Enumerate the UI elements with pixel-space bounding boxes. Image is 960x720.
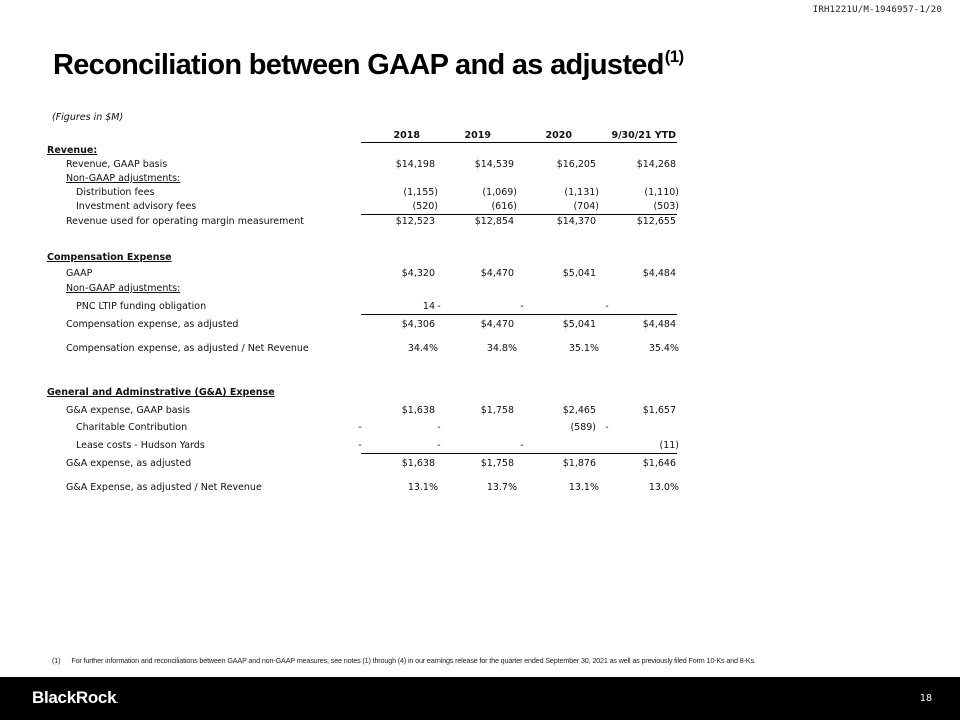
table-row-ratio (47, 342, 687, 356)
logo-text: BlackRock (32, 688, 117, 707)
table-row-subtotal (47, 215, 687, 229)
cell-value: 34.8% (486, 343, 517, 354)
row-label: Distribution fees (76, 187, 155, 198)
row-label: PNC LTIP funding obligation (76, 301, 207, 312)
column-header: 2020 (545, 130, 572, 141)
cell-value: $4,484 (642, 268, 676, 279)
row-label: Compensation expense, as adjusted (66, 319, 239, 330)
cell-value: (704) (573, 201, 599, 212)
cell-value: (589) (570, 422, 596, 433)
cell-value: - (520, 301, 524, 312)
row-label: Charitable Contribution (76, 422, 188, 433)
cell-value: $4,306 (401, 319, 435, 330)
cell-value: $12,655 (636, 216, 676, 227)
document-id: IRH1221U/M-1946957-1/20 (812, 5, 942, 15)
cell-value: $4,470 (480, 268, 514, 279)
cell-value: $2,465 (562, 405, 596, 416)
cell-value: $4,470 (480, 319, 514, 330)
cell-value: $4,320 (401, 268, 435, 279)
figures-unit-note: (Figures in $M) (52, 112, 124, 123)
table-row (47, 267, 687, 281)
subtotal-divider (361, 453, 677, 454)
subsection-header (47, 172, 687, 186)
cell-value: 34.4% (407, 343, 438, 354)
section-title: General and Adminstrative (G&A) Expense (47, 387, 275, 398)
table-row (47, 200, 687, 214)
cell-value: - (437, 301, 441, 312)
cell-value: $16,205 (556, 159, 596, 170)
table-row-subtotal (47, 457, 687, 471)
row-label: GAAP (66, 268, 93, 279)
cell-value: $4,484 (642, 319, 676, 330)
page-number: 18 (919, 693, 932, 704)
cell-value: 13.1% (568, 482, 599, 493)
table-row (47, 404, 687, 418)
row-label: Compensation expense, as adjusted / Net Revenue (66, 343, 309, 354)
section-header-gna (47, 386, 687, 400)
cell-value: - (437, 422, 441, 433)
footnote-text: For further information and reconciliations between GAAP and non-GAAP measures, see notes (1) through (4) in our earnings release for the quarter ended September 30, 2021 as well as previously filed Form 10-Ks and 8-Ks. (71, 656, 756, 665)
row-label: G&A expense, as adjusted (66, 458, 192, 469)
column-header-row (47, 129, 687, 143)
title-footnote-ref: (1) (664, 47, 684, 66)
cell-value: $14,198 (395, 159, 435, 170)
subsection-header (47, 282, 687, 296)
cell-value: - (358, 440, 362, 451)
cell-value: $14,268 (636, 159, 676, 170)
table-row (47, 421, 687, 435)
cell-value: (1,131) (564, 187, 599, 198)
footnote (52, 656, 756, 665)
section-header-compensation (47, 251, 687, 265)
cell-value: - (520, 440, 524, 451)
column-header: 2018 (393, 130, 420, 141)
cell-value: 14 (422, 301, 435, 312)
cell-value: $12,854 (474, 216, 514, 227)
cell-value: $1,758 (480, 405, 514, 416)
cell-value: $5,041 (562, 319, 596, 330)
cell-value: $1,638 (401, 458, 435, 469)
table-row (47, 300, 687, 314)
blackrock-logo (32, 688, 118, 708)
row-label: Non-GAAP adjustments: (66, 173, 181, 184)
cell-value: 35.1% (568, 343, 599, 354)
cell-value: $1,657 (642, 405, 676, 416)
row-label: Revenue used for operating margin measurement (66, 216, 304, 227)
cell-value: (503) (653, 201, 679, 212)
section-title: Compensation Expense (47, 252, 172, 263)
page-title (53, 47, 683, 82)
cell-value: - (437, 440, 441, 451)
footer-bar (0, 677, 960, 720)
table-row (47, 439, 687, 453)
cell-value: - (605, 422, 609, 433)
row-label: Lease costs - Hudson Yards (76, 440, 205, 451)
row-label: Investment advisory fees (76, 201, 197, 212)
cell-value: (616) (491, 201, 517, 212)
cell-value: (1,069) (482, 187, 517, 198)
cell-value: 35.4% (648, 343, 679, 354)
cell-value: $1,876 (562, 458, 596, 469)
row-label: Revenue, GAAP basis (66, 159, 168, 170)
logo-mark: . (116, 698, 118, 705)
cell-value: 13.0% (648, 482, 679, 493)
table-row (47, 186, 687, 200)
cell-value: (11) (659, 440, 679, 451)
column-header: 9/30/21 YTD (611, 130, 676, 141)
cell-value: (1,110) (644, 187, 679, 198)
cell-value: - (358, 422, 362, 433)
cell-value: 13.1% (407, 482, 438, 493)
cell-value: - (605, 301, 609, 312)
row-label: G&A expense, GAAP basis (66, 405, 191, 416)
footnote-number: (1) (52, 656, 61, 665)
table-row-ratio (47, 481, 687, 495)
page-title-text: Reconciliation between GAAP and as adjusted (53, 49, 664, 81)
section-header-revenue (47, 144, 687, 158)
row-label: Non-GAAP adjustments: (66, 283, 181, 294)
cell-value: $14,539 (474, 159, 514, 170)
cell-value: $14,370 (556, 216, 596, 227)
section-title: Revenue: (47, 145, 98, 156)
cell-value: 13.7% (486, 482, 517, 493)
cell-value: (520) (412, 201, 438, 212)
cell-value: $1,638 (401, 405, 435, 416)
cell-value: $1,646 (642, 458, 676, 469)
cell-value: $12,523 (395, 216, 435, 227)
header-divider (361, 142, 677, 143)
subtotal-divider (361, 314, 677, 315)
column-header: 2019 (464, 130, 491, 141)
cell-value: (1,155) (403, 187, 438, 198)
row-label: G&A Expense, as adjusted / Net Revenue (66, 482, 262, 493)
table-row-subtotal (47, 318, 687, 332)
cell-value: $1,758 (480, 458, 514, 469)
cell-value: $5,041 (562, 268, 596, 279)
table-row (47, 158, 687, 172)
